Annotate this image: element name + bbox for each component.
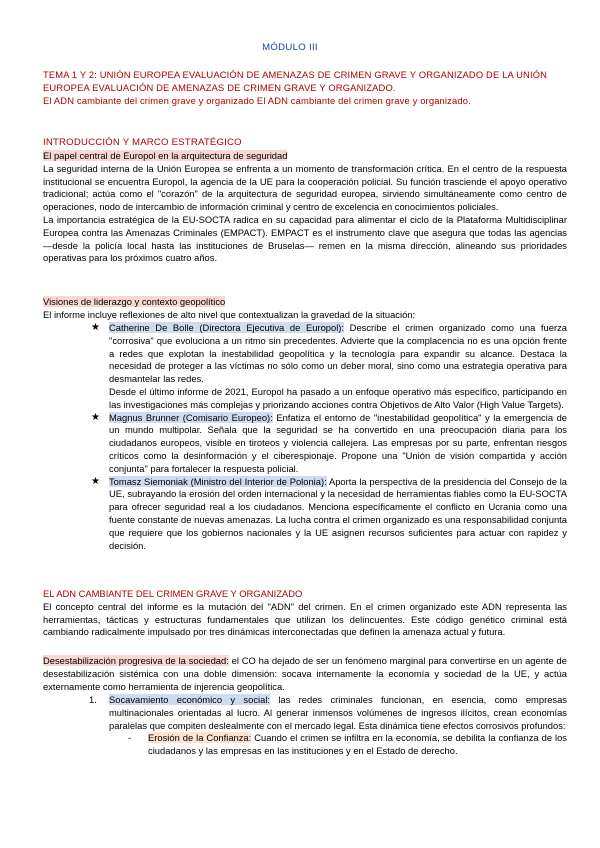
leader-name: Tomasz Siemoniak (Ministro del Interior de Polonia): (109, 475, 327, 487)
list-number: 1. (89, 694, 97, 705)
subheading-europol: El papel central de Europol en la arquitectura de seguridad (43, 150, 288, 161)
topic-title (43, 68, 567, 107)
destabilization-label: Desestabilización progresiva de la sociedad: (43, 655, 229, 666)
numbered-list (43, 694, 567, 758)
list-item (43, 694, 567, 732)
list-item (43, 476, 567, 553)
subheading-visions: Visiones de liderazgo y contexto geopolítico (43, 296, 226, 307)
module-title: MÓDULO III (262, 42, 318, 53)
star-bullet-icon: ★ (91, 411, 100, 423)
intro-section (43, 150, 567, 265)
visions-intro: El informe incluye reflexiones de alto nivel que contextualizan la gravedad de la situación: (43, 308, 416, 320)
leader-name: Magnus Brunner (Comisario Europeo): (109, 411, 273, 423)
star-bullet-icon: ★ (91, 322, 100, 333)
section-heading-intro: INTRODUCCIÓN Y MARCO ESTRATÉGICO (43, 137, 242, 148)
star-bullet-icon: ★ (91, 475, 100, 487)
leaders-list (43, 322, 567, 552)
list-item (43, 322, 567, 412)
destabilization-text: el CO ha dejado de ser un fenómeno marginal para convertirse en un agente de desestabilización sistémica con una doble dimensión: socava internamente la economía y sociedad de la UE, y actúa externamente como herramienta de injerencia geopolítica. (43, 655, 567, 692)
topic-title-line: TEMA 1 Y 2: UNIÓN EUROPEA EVALUACIÓN DE AMENAZAS DE CRIMEN GRAVE Y ORGANIZADO DE LA UNIÓN EUROPEA EVALUACIÓN DE AMENAZAS DE CRIMEN GRAVE Y ORGANIZADO. (43, 69, 548, 93)
leader-text: Describe el crimen organizado como una fuerza "corrosiva" que evoluciona a un ritmo sin precedentes. Advierte que la complacencia no es una opción frente a redes que explotan la inestabilidad geopolítica y la tecnología para expandir su alcance. Destaca la necesidad de proteger a las víctimas no sólo como un deber moral, sino como una estrategia operativa para desmantelar las redes. (109, 322, 567, 385)
list-item-text: las redes criminales funcionan, en esencia, como empresas multinacionales orientadas al lucro. Al generar inmensos volúmenes de ingresos ilícitos, crean economías paralelas que compiten deslealmente con el mercado legal. Esta dinámica tiene efectos corrosivos profundos: (109, 694, 567, 731)
leader-extra: Desde el último informe de 2021, Europol ha pasado a un enfoque operativo más específico, participando en las investigaciones más complejas y priorizando acciones contra Objetivos de Alto Valor (High Value Targets). (109, 385, 567, 410)
destabilization-paragraph (43, 655, 567, 693)
list-item (43, 412, 567, 476)
list-dash: - (128, 732, 132, 744)
visions-section (43, 296, 567, 322)
leader-name: Catherine De Bolle (Directora Ejecutiva de Europol): (109, 322, 345, 333)
sub-item-label: Erosión de la Confianza: (148, 732, 252, 744)
leader-text: Enfatiza el entorno de "inestabilidad geopolítica" y la emergencia de un mundo multipolar. Señala que la seguridad se ha convertido en una preocupación diaria para los ciudadanos europeos, visible en tiroteos y violencia callejera. Las empresas por su parte, enfrentan riesgos críticos como la desinformación y el ciberespionaje. Propone una "Unión de visión compartida y acción conjunta" para fortalecer la respuesta policial. (109, 411, 568, 474)
leader-text: Aporta la perspectiva de la presidencia del Consejo de la UE, subrayando la erosión del orden internacional y la necesidad de herramientas fiables como la EU-SOCTA para ofrecer seguridad real a los ciudadanos. Menciona específicamente el conflicto en Ucrania como una fuente constante de nuevas amenazas. La lucha contra el crimen organizado es una responsabilidad conjunta que requiere que los gobiernos nacionales y la UE asignen recursos suficientes para actuar con rapidez y decisión. (109, 475, 567, 551)
adn-section (43, 588, 567, 639)
list-item-label: Socavamiento económico y social: (109, 694, 271, 705)
intro-paragraph-1: La seguridad interna de la Unión Europea se enfrenta a un momento de transformación crítica. En el centro de la respuesta institucional se encuentra Europol, la agencia de la UE para la cooperación policial. Su función trasciende el apoyo operativo tradicional; actúa como el "corazón" de la arquitectura de seguridad europea, sirviendo simultáneamente como centro de operaciones, nodo de intercambio de información criminal y centro de excelencia en conocimientos policiales. (43, 162, 567, 213)
list-item (43, 732, 567, 758)
adn-paragraph: El concepto central del informe es la mutación del "ADN" del crimen. En el crimen organizado este ADN representa las herramientas, tácticas y estructuras fundamentales que utilizan los delincuentes. Este código genético criminal está cambiando radicalmente impulsado por tres dinámicas interconectadas que definen la amenaza actual y futura. (43, 600, 567, 638)
section-heading-adn: EL ADN CAMBIANTE DEL CRIMEN GRAVE Y ORGANIZADO (43, 588, 303, 599)
topic-subtitle-line: El ADN cambiante del crimen grave y organizado El ADN cambiante del crimen grave y organizado. (43, 95, 471, 106)
intro-paragraph-2: La importancia estratégica de la EU-SOCTA radica en su capacidad para alimentar el ciclo de la Plataforma Multidisciplinar Europea contra las Amenazas Criminales (EMPACT). EMPACT es el instrumento clave que asegura que todas las agencias —desde la policía local hasta las instituciones de Bruselas— remen en la misma dirección, alineando sus prioridades operativas para los próximos cuatro años. (43, 213, 567, 264)
sub-item-text: Cuando el crimen se infiltra en la economía, se debilita la confianza de los ciudadanos y las empresas en las instituciones y en el Estado de derecho. (148, 732, 567, 757)
